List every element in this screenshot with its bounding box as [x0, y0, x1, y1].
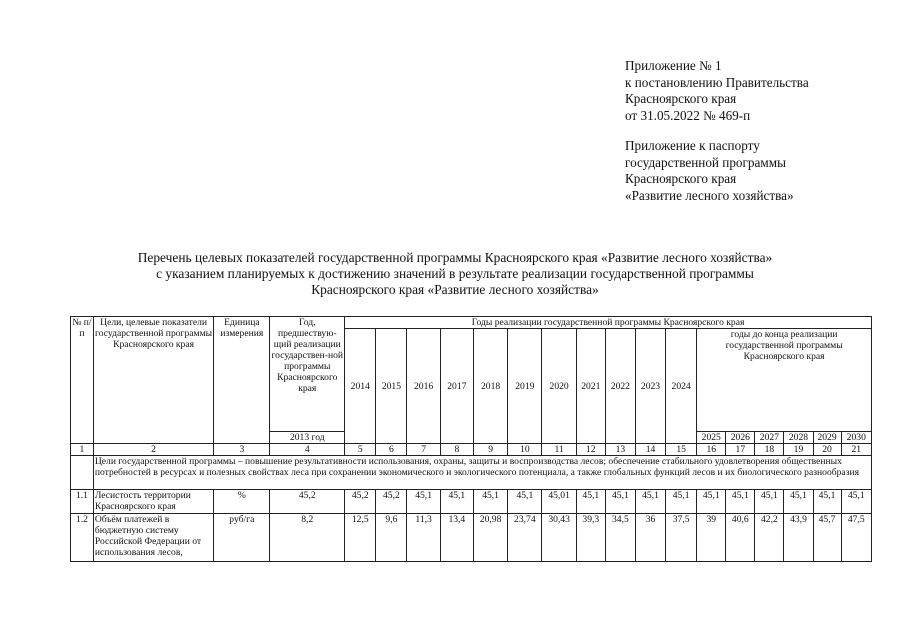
row-unit: руб/га — [214, 514, 270, 562]
row-value: 45,1 — [576, 490, 605, 514]
column-numbers-row — [71, 444, 872, 456]
goal-row — [71, 456, 872, 490]
column-number: 7 — [407, 444, 440, 456]
row-prev-value: 8,2 — [270, 514, 345, 562]
row-value: 45,2 — [376, 490, 407, 514]
passport-line: Красноярского края — [625, 171, 737, 186]
row-num: 1.2 — [71, 514, 94, 562]
indicators-table — [70, 316, 872, 562]
column-number: 2 — [93, 444, 213, 456]
year-2030: 2030 — [841, 432, 871, 444]
row-value: 40,6 — [726, 514, 755, 562]
year-2024: 2024 — [666, 329, 697, 444]
year-2015: 2015 — [376, 329, 407, 444]
row-value: 45,1 — [473, 490, 507, 514]
row-value: 11,3 — [407, 514, 440, 562]
column-number: 17 — [726, 444, 755, 456]
header-until-end: годы до конца реализации государственной программы Красноярского края — [697, 329, 872, 432]
row-value: 45,01 — [542, 490, 576, 514]
year-2017: 2017 — [440, 329, 473, 444]
column-number: 9 — [473, 444, 507, 456]
row-value: 37,5 — [666, 514, 697, 562]
table-row — [71, 514, 872, 562]
row-value: 45,1 — [508, 490, 542, 514]
row-name: Объём платежей в бюджетную систему Российской Федерации от использования лесов, — [93, 514, 213, 562]
document-title — [60, 250, 850, 298]
year-2021: 2021 — [576, 329, 605, 444]
header-prev-year: Год, предшествую-щий реализации государствен-ной программы Красноярского края — [270, 317, 345, 432]
column-number: 19 — [784, 444, 813, 456]
row-value: 9,6 — [376, 514, 407, 562]
row-value: 45,1 — [726, 490, 755, 514]
table-row — [71, 490, 872, 514]
row-value: 45,1 — [841, 490, 871, 514]
row-unit: % — [214, 490, 270, 514]
year-2026: 2026 — [726, 432, 755, 444]
row-num: 1.1 — [71, 490, 94, 514]
row-value: 39,3 — [576, 514, 605, 562]
year-2029: 2029 — [813, 432, 841, 444]
passport-line: Приложение к паспорту — [625, 138, 760, 153]
row-value: 45,1 — [605, 490, 635, 514]
row-value: 45,2 — [345, 490, 376, 514]
row-value: 13,4 — [440, 514, 473, 562]
column-number: 14 — [635, 444, 665, 456]
year-2014: 2014 — [345, 329, 376, 444]
header-years: Годы реализации государственной программы Красноярского края — [345, 317, 872, 329]
column-number: 8 — [440, 444, 473, 456]
row-value: 47,5 — [841, 514, 871, 562]
row-value: 42,2 — [755, 514, 784, 562]
row-value: 34,5 — [605, 514, 635, 562]
row-name: Лесистость территории Красноярского края — [93, 490, 213, 514]
header-unit: Единица измерения — [214, 317, 270, 444]
appendix-line: от 31.05.2022 № 469-п — [625, 107, 751, 123]
goal-num-cell — [71, 456, 94, 490]
year-2016: 2016 — [407, 329, 440, 444]
column-number: 5 — [345, 444, 376, 456]
year-2022: 2022 — [605, 329, 635, 444]
column-number: 16 — [697, 444, 726, 456]
year-2027: 2027 — [755, 432, 784, 444]
passport-line: государственной программы — [625, 154, 786, 170]
column-number: 13 — [605, 444, 635, 456]
column-number: 18 — [755, 444, 784, 456]
column-number: 12 — [576, 444, 605, 456]
row-value: 45,1 — [813, 490, 841, 514]
title-line: Красноярского края «Развитие лесного хозяйства» — [311, 282, 599, 297]
year-2023: 2023 — [635, 329, 665, 444]
column-number: 10 — [508, 444, 542, 456]
goal-text: Цели государственной программы – повышение результативности использования, охраны, защиты и воспроизводства лесов; обеспечение стабильного удовлетворения общественных потребностей в ресурсах и полезных свойствах леса при сохранении экономического и экологического потенциала, а также глобальных функций лесов и их биологического разнообразия — [93, 456, 871, 490]
year-2020: 2020 — [542, 329, 576, 444]
column-number: 21 — [841, 444, 871, 456]
passport-line: «Развитие лесного хозяйства» — [625, 187, 794, 203]
column-number: 4 — [270, 444, 345, 456]
spacer — [625, 124, 809, 138]
column-number: 6 — [376, 444, 407, 456]
year-2018: 2018 — [473, 329, 507, 444]
column-number: 1 — [71, 444, 94, 456]
row-value: 20,98 — [473, 514, 507, 562]
row-value: 39 — [697, 514, 726, 562]
header-num: № п/п — [71, 317, 94, 444]
row-value: 12,5 — [345, 514, 376, 562]
row-value: 36 — [635, 514, 665, 562]
row-value: 45,1 — [407, 490, 440, 514]
row-value: 45,1 — [784, 490, 813, 514]
title-line: с указанием планируемых к достижению значений в результате реализации государственной программы — [156, 266, 754, 281]
appendix-line: Приложение № 1 — [625, 58, 722, 73]
row-value: 45,1 — [635, 490, 665, 514]
appendix-line: Красноярского края — [625, 91, 737, 106]
column-number: 11 — [542, 444, 576, 456]
row-value: 30,43 — [542, 514, 576, 562]
column-number: 3 — [214, 444, 270, 456]
title-line: Перечень целевых показателей государственной программы Красноярского края «Развитие лесного хозяйства» — [137, 250, 773, 265]
row-value: 23,74 — [508, 514, 542, 562]
year-2028: 2028 — [784, 432, 813, 444]
row-value: 45,1 — [755, 490, 784, 514]
column-number: 20 — [813, 444, 841, 456]
appendix-block — [625, 58, 809, 204]
year-2025: 2025 — [697, 432, 726, 444]
appendix-line: к постановлению Правительства — [625, 74, 809, 90]
row-value: 45,1 — [440, 490, 473, 514]
row-value: 45,1 — [666, 490, 697, 514]
header-goals: Цели, целевые показатели государственной программы Красноярского края — [93, 317, 213, 444]
year-2019: 2019 — [508, 329, 542, 444]
row-value: 45,1 — [697, 490, 726, 514]
column-number: 15 — [666, 444, 697, 456]
prev-year-value: 2013 год — [270, 432, 345, 444]
row-value: 45,7 — [813, 514, 841, 562]
row-prev-value: 45,2 — [270, 490, 345, 514]
row-value: 43,9 — [784, 514, 813, 562]
